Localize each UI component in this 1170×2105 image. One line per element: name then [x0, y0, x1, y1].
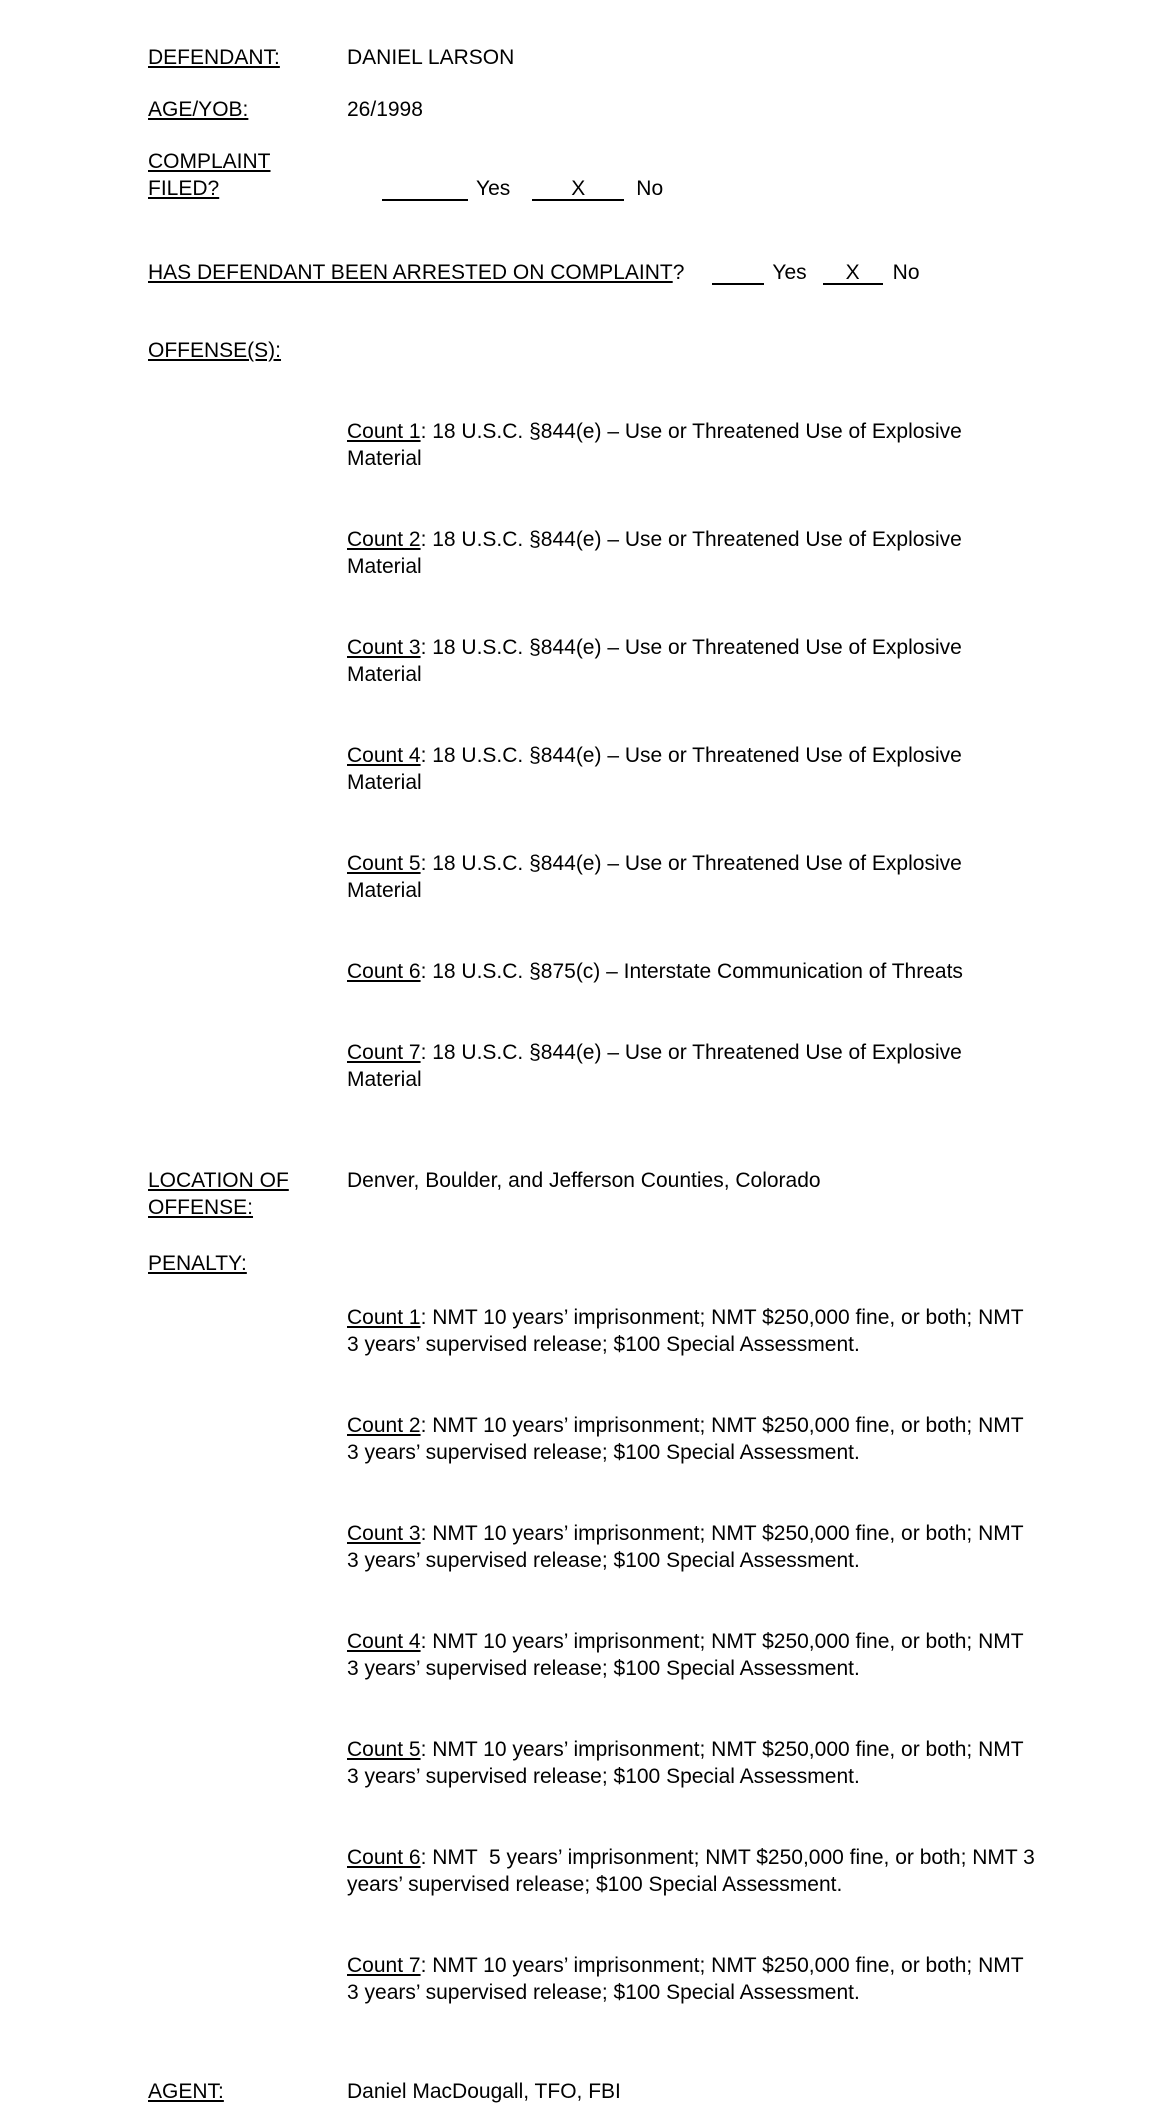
location-label: LOCATION OF OFFENSE: — [148, 1169, 289, 1219]
arrested-yes-label: Yes — [772, 261, 807, 284]
offense-count-6-text: : 18 U.S.C. §875(c) – Interstate Communication of Threats — [420, 960, 963, 983]
penalty-count-5-text: : NMT 10 years’ imprisonment; NMT $250,000 fine, or both; NMT 3 years’ supervised release; $100 Special Assessment. — [347, 1738, 1030, 1788]
agent-label: AGENT: — [148, 2080, 224, 2103]
complaint-filed-label: COMPLAINT FILED? — [148, 150, 271, 200]
complaint-filed-answer — [347, 148, 1039, 229]
penalty-count-2 — [347, 1412, 1039, 1466]
arrested-no-label: No — [892, 261, 920, 284]
offense-count-7-text: : 18 U.S.C. §844(e) – Use or Threatened Use of Explosive Material — [347, 1041, 968, 1091]
offense-count-7-name: Count 7 — [347, 1041, 421, 1064]
penalty-label: PENALTY: — [148, 1252, 247, 1275]
penalty-count-7-text: : NMT 10 years’ imprisonment; NMT $250,000 fine, or both; NMT 3 years’ supervised release; $100 Special Assessment. — [347, 1954, 1030, 2004]
age-yob-label: AGE/YOB: — [148, 98, 249, 121]
agent-value: Daniel MacDougall, TFO, FBI — [347, 2080, 621, 2103]
offense-count-6 — [347, 958, 1039, 985]
offense-counts-list — [347, 337, 1039, 1147]
agent-row — [148, 2078, 1170, 2105]
offense-count-4-name: Count 4 — [347, 744, 421, 767]
penalty-count-4-text: : NMT 10 years’ imprisonment; NMT $250,000 fine, or both; NMT 3 years’ supervised release; $100 Special Assessment. — [347, 1630, 1030, 1680]
penalty-count-2-text: : NMT 10 years’ imprisonment; NMT $250,000 fine, or both; NMT 3 years’ supervised release; $100 Special Assessment. — [347, 1414, 1030, 1464]
offense-count-2-text: : 18 U.S.C. §844(e) – Use or Threatened Use of Explosive Material — [347, 528, 968, 578]
defendant-label: DEFENDANT: — [148, 46, 280, 69]
age-yob-value: 26/1998 — [347, 98, 423, 121]
offense-count-1-name: Count 1 — [347, 420, 421, 443]
complaint-filed-no-label: No — [636, 177, 664, 200]
location-value: Denver, Boulder, and Jefferson Counties, Colorado — [347, 1169, 821, 1192]
penalty-count-1 — [347, 1304, 1039, 1358]
penalty-count-1-text: : NMT 10 years’ imprisonment; NMT $250,000 fine, or both; NMT 3 years’ supervised release; $100 Special Assessment. — [347, 1306, 1030, 1356]
offense-count-2-name: Count 2 — [347, 528, 421, 551]
arrested-no-blank: X — [823, 259, 883, 285]
offense-count-5-text: : 18 U.S.C. §844(e) – Use or Threatened Use of Explosive Material — [347, 852, 968, 902]
penalty-counts-list — [347, 1250, 1039, 2060]
arrested-question: HAS DEFENDANT BEEN ARRESTED ON COMPLAINT — [148, 261, 673, 284]
defendant-value: DANIEL LARSON — [347, 46, 515, 69]
arrested-question-mark: ? — [672, 261, 685, 284]
penalty-count-2-name: Count 2 — [347, 1414, 421, 1437]
penalty-count-7 — [347, 1952, 1039, 2006]
offense-count-5-name: Count 5 — [347, 852, 421, 875]
defendant-row — [148, 44, 1170, 71]
offense-count-3 — [347, 634, 1039, 688]
complaint-filed-no-blank: X — [532, 175, 624, 201]
complaint-filed-row — [148, 148, 1170, 229]
offense-count-4 — [347, 742, 1039, 796]
penalty-count-6-name: Count 6 — [347, 1846, 421, 1869]
arrested-row — [148, 259, 1170, 286]
penalty-count-1-name: Count 1 — [347, 1306, 421, 1329]
offense-count-3-name: Count 3 — [347, 636, 421, 659]
penalty-count-6 — [347, 1844, 1039, 1898]
age-yob-row — [148, 96, 1170, 123]
penalty-count-4-name: Count 4 — [347, 1630, 421, 1653]
penalty-count-5 — [347, 1736, 1039, 1790]
offense-count-5 — [347, 850, 1039, 904]
penalty-count-7-name: Count 7 — [347, 1954, 421, 1977]
offenses-label: OFFENSE(S): — [148, 339, 282, 362]
penalty-section — [148, 1250, 1170, 2060]
offense-count-4-text: : 18 U.S.C. §844(e) – Use or Threatened Use of Explosive Material — [347, 744, 968, 794]
penalty-count-3-text: : NMT 10 years’ imprisonment; NMT $250,000 fine, or both; NMT 3 years’ supervised release; $100 Special Assessment. — [347, 1522, 1030, 1572]
offense-count-1 — [347, 418, 1039, 472]
complaint-filed-yes-label: Yes — [476, 177, 511, 200]
complaint-filed-yes-blank — [382, 175, 468, 201]
offenses-section — [148, 337, 1170, 1147]
penalty-count-3 — [347, 1520, 1039, 1574]
penalty-count-6-text: : NMT 5 years’ imprisonment; NMT $250,000 fine, or both; NMT 3 years’ supervised release; $100 Special Assessment. — [347, 1846, 1041, 1896]
offense-count-2 — [347, 526, 1039, 580]
offense-count-6-name: Count 6 — [347, 960, 421, 983]
penalty-count-5-name: Count 5 — [347, 1738, 421, 1761]
offense-count-1-text: : 18 U.S.C. §844(e) – Use or Threatened Use of Explosive Material — [347, 420, 968, 470]
location-section — [148, 1167, 1170, 1221]
offense-count-7 — [347, 1039, 1039, 1093]
penalty-count-3-name: Count 3 — [347, 1522, 421, 1545]
offense-count-3-text: : 18 U.S.C. §844(e) – Use or Threatened Use of Explosive Material — [347, 636, 968, 686]
penalty-count-4 — [347, 1628, 1039, 1682]
arrested-yes-blank — [712, 259, 764, 285]
